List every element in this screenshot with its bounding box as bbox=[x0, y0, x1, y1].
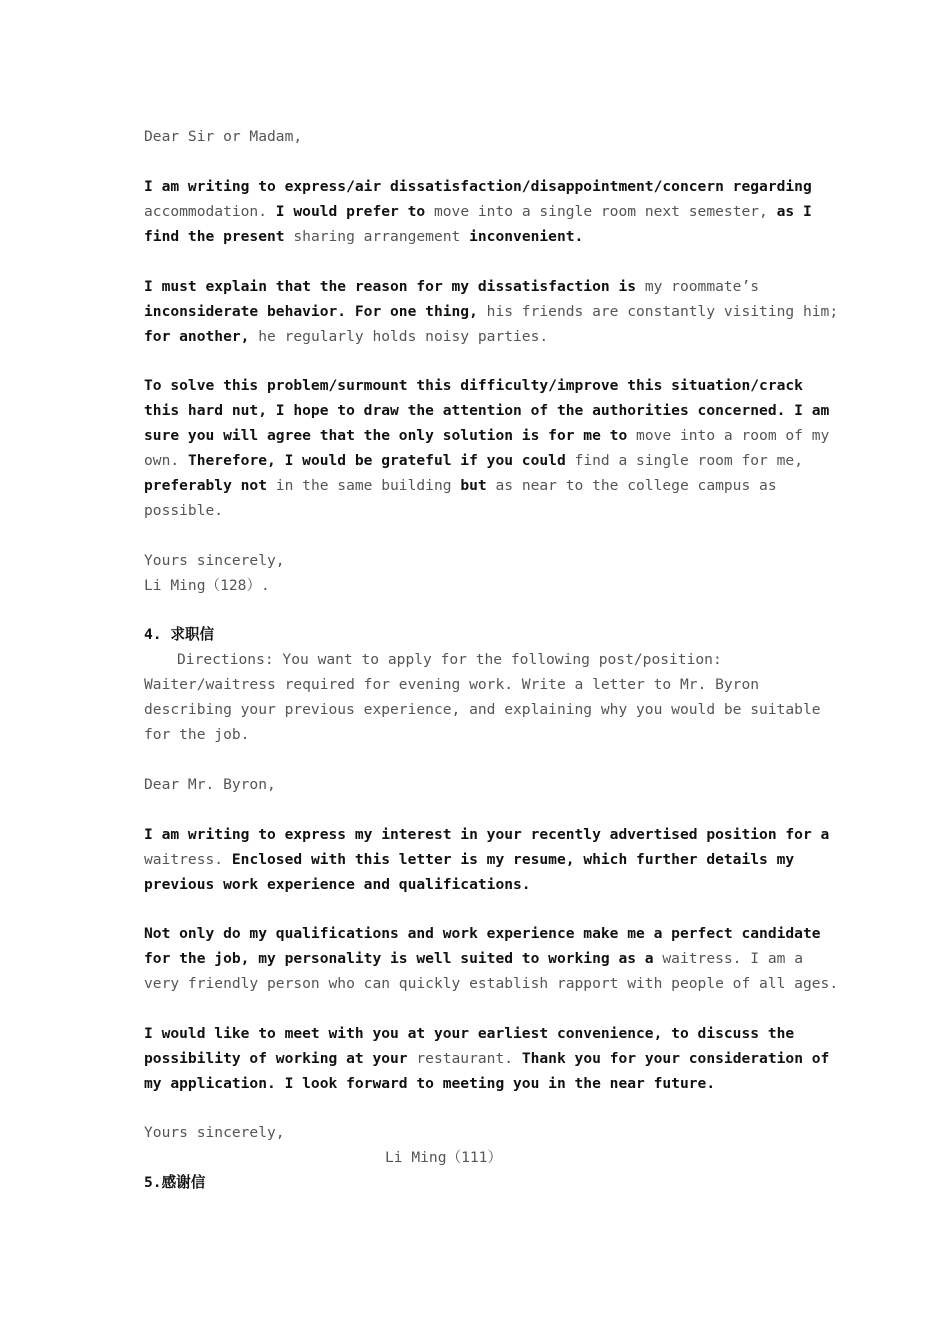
text-run: sharing arrangement bbox=[284, 228, 470, 245]
text-run: waitress. I am a bbox=[653, 950, 803, 967]
directions-line: Directions: You want to apply for the following post/position: bbox=[177, 651, 722, 668]
bold-text-run: inconsiderate behavior. For one thing, bbox=[144, 303, 478, 320]
text-run: accommodation. bbox=[144, 203, 276, 220]
closing: Yours sincerely, bbox=[144, 552, 285, 569]
paragraph-line bbox=[144, 423, 829, 448]
paragraph-line bbox=[144, 498, 223, 523]
text-run: move into a room of my bbox=[627, 427, 830, 444]
text-run: he regularly holds noisy parties. bbox=[249, 328, 549, 345]
paragraph-line bbox=[144, 847, 794, 872]
bold-text-run: previous work experience and qualifications. bbox=[144, 876, 531, 893]
bold-text-run: but bbox=[460, 477, 487, 494]
paragraph-line bbox=[144, 971, 838, 996]
paragraph-line bbox=[144, 1046, 829, 1071]
signature: Li Ming（128）. bbox=[144, 577, 270, 594]
text-run: as near to the college campus as bbox=[486, 477, 777, 494]
bold-text-run: Not only do my qualifications and work experience make me a perfect candidate bbox=[144, 925, 821, 942]
paragraph-line bbox=[144, 398, 829, 423]
text-run: restaurant. bbox=[407, 1050, 522, 1067]
paragraph-line bbox=[144, 324, 548, 349]
text-run: his friends are constantly visiting him; bbox=[477, 303, 839, 320]
bold-text-run: possibility of working at your bbox=[144, 1050, 408, 1067]
directions-line: Waiter/waitress required for evening work. Write a letter to Mr. Byron bbox=[144, 676, 760, 693]
signature: Li Ming（111） bbox=[385, 1149, 503, 1166]
section-heading: 4. 求职信 bbox=[144, 626, 215, 643]
bold-text-run: I must explain that the reason for my dissatisfaction is bbox=[144, 278, 637, 295]
bold-text-run: I would prefer to bbox=[275, 203, 426, 220]
closing: Yours sincerely, bbox=[144, 1124, 285, 1141]
paragraph-line bbox=[144, 199, 812, 224]
paragraph-line bbox=[144, 174, 812, 199]
paragraph-line bbox=[144, 473, 777, 498]
bold-text-run: as I bbox=[776, 203, 812, 220]
bold-text-run: preferably not bbox=[144, 477, 268, 494]
text-run: find a single room for me, bbox=[565, 452, 803, 469]
text-run: very friendly person who can quickly establish rapport with people of all ages. bbox=[144, 975, 839, 992]
bold-text-run: Thank you for your consideration of bbox=[521, 1050, 830, 1067]
bold-text-run: Therefore, I would be grateful if you could bbox=[187, 452, 566, 469]
directions-line: describing your previous experience, and explaining why you would be suitable bbox=[144, 701, 821, 718]
salutation: Dear Mr. Byron, bbox=[144, 776, 276, 793]
bold-text-run: this hard nut, I hope to draw the attention of the authorities concerned. I am bbox=[144, 402, 830, 419]
paragraph-line bbox=[144, 946, 803, 971]
paragraph-line bbox=[144, 274, 759, 299]
paragraph-line bbox=[144, 1021, 794, 1046]
bold-text-run: I would like to meet with you at your earliest convenience, to discuss the bbox=[144, 1025, 795, 1042]
paragraph-line bbox=[144, 448, 803, 473]
paragraph-line bbox=[144, 921, 821, 946]
bold-text-run: I am writing to express my interest in your recently advertised position for a bbox=[144, 826, 830, 843]
paragraph-line bbox=[144, 872, 531, 897]
bold-text-run: for another, bbox=[144, 328, 250, 345]
bold-text-run: I am writing to express/air dissatisfaction/disappointment/concern regarding bbox=[144, 178, 812, 195]
paragraph-line bbox=[144, 299, 838, 324]
text-run: my roommate’s bbox=[636, 278, 760, 295]
directions-line: for the job. bbox=[144, 726, 250, 743]
section-heading: 5.感谢信 bbox=[144, 1174, 206, 1191]
bold-text-run: To solve this problem/surmount this difficulty/improve this situation/crack bbox=[144, 377, 803, 394]
bold-text-run: Enclosed with this letter is my resume, which further details my bbox=[231, 851, 795, 868]
bold-text-run: my application. I look forward to meeting you in the near future. bbox=[144, 1075, 716, 1092]
text-run: possible. bbox=[144, 502, 224, 519]
paragraph-line bbox=[144, 822, 829, 847]
text-run: in the same building bbox=[267, 477, 461, 494]
bold-text-run: sure you will agree that the only solution is for me to bbox=[144, 427, 628, 444]
paragraph-line bbox=[144, 224, 583, 249]
salutation: Dear Sir or Madam, bbox=[144, 128, 303, 145]
text-run: waitress. bbox=[144, 851, 232, 868]
text-run: move into a single room next semester, bbox=[425, 203, 777, 220]
bold-text-run: for the job, my personality is well suited to working as a bbox=[144, 950, 654, 967]
paragraph-line bbox=[144, 1071, 715, 1096]
bold-text-run: find the present bbox=[144, 228, 285, 245]
paragraph-line bbox=[144, 373, 803, 398]
bold-text-run: inconvenient. bbox=[469, 228, 584, 245]
text-run: own. bbox=[144, 452, 188, 469]
